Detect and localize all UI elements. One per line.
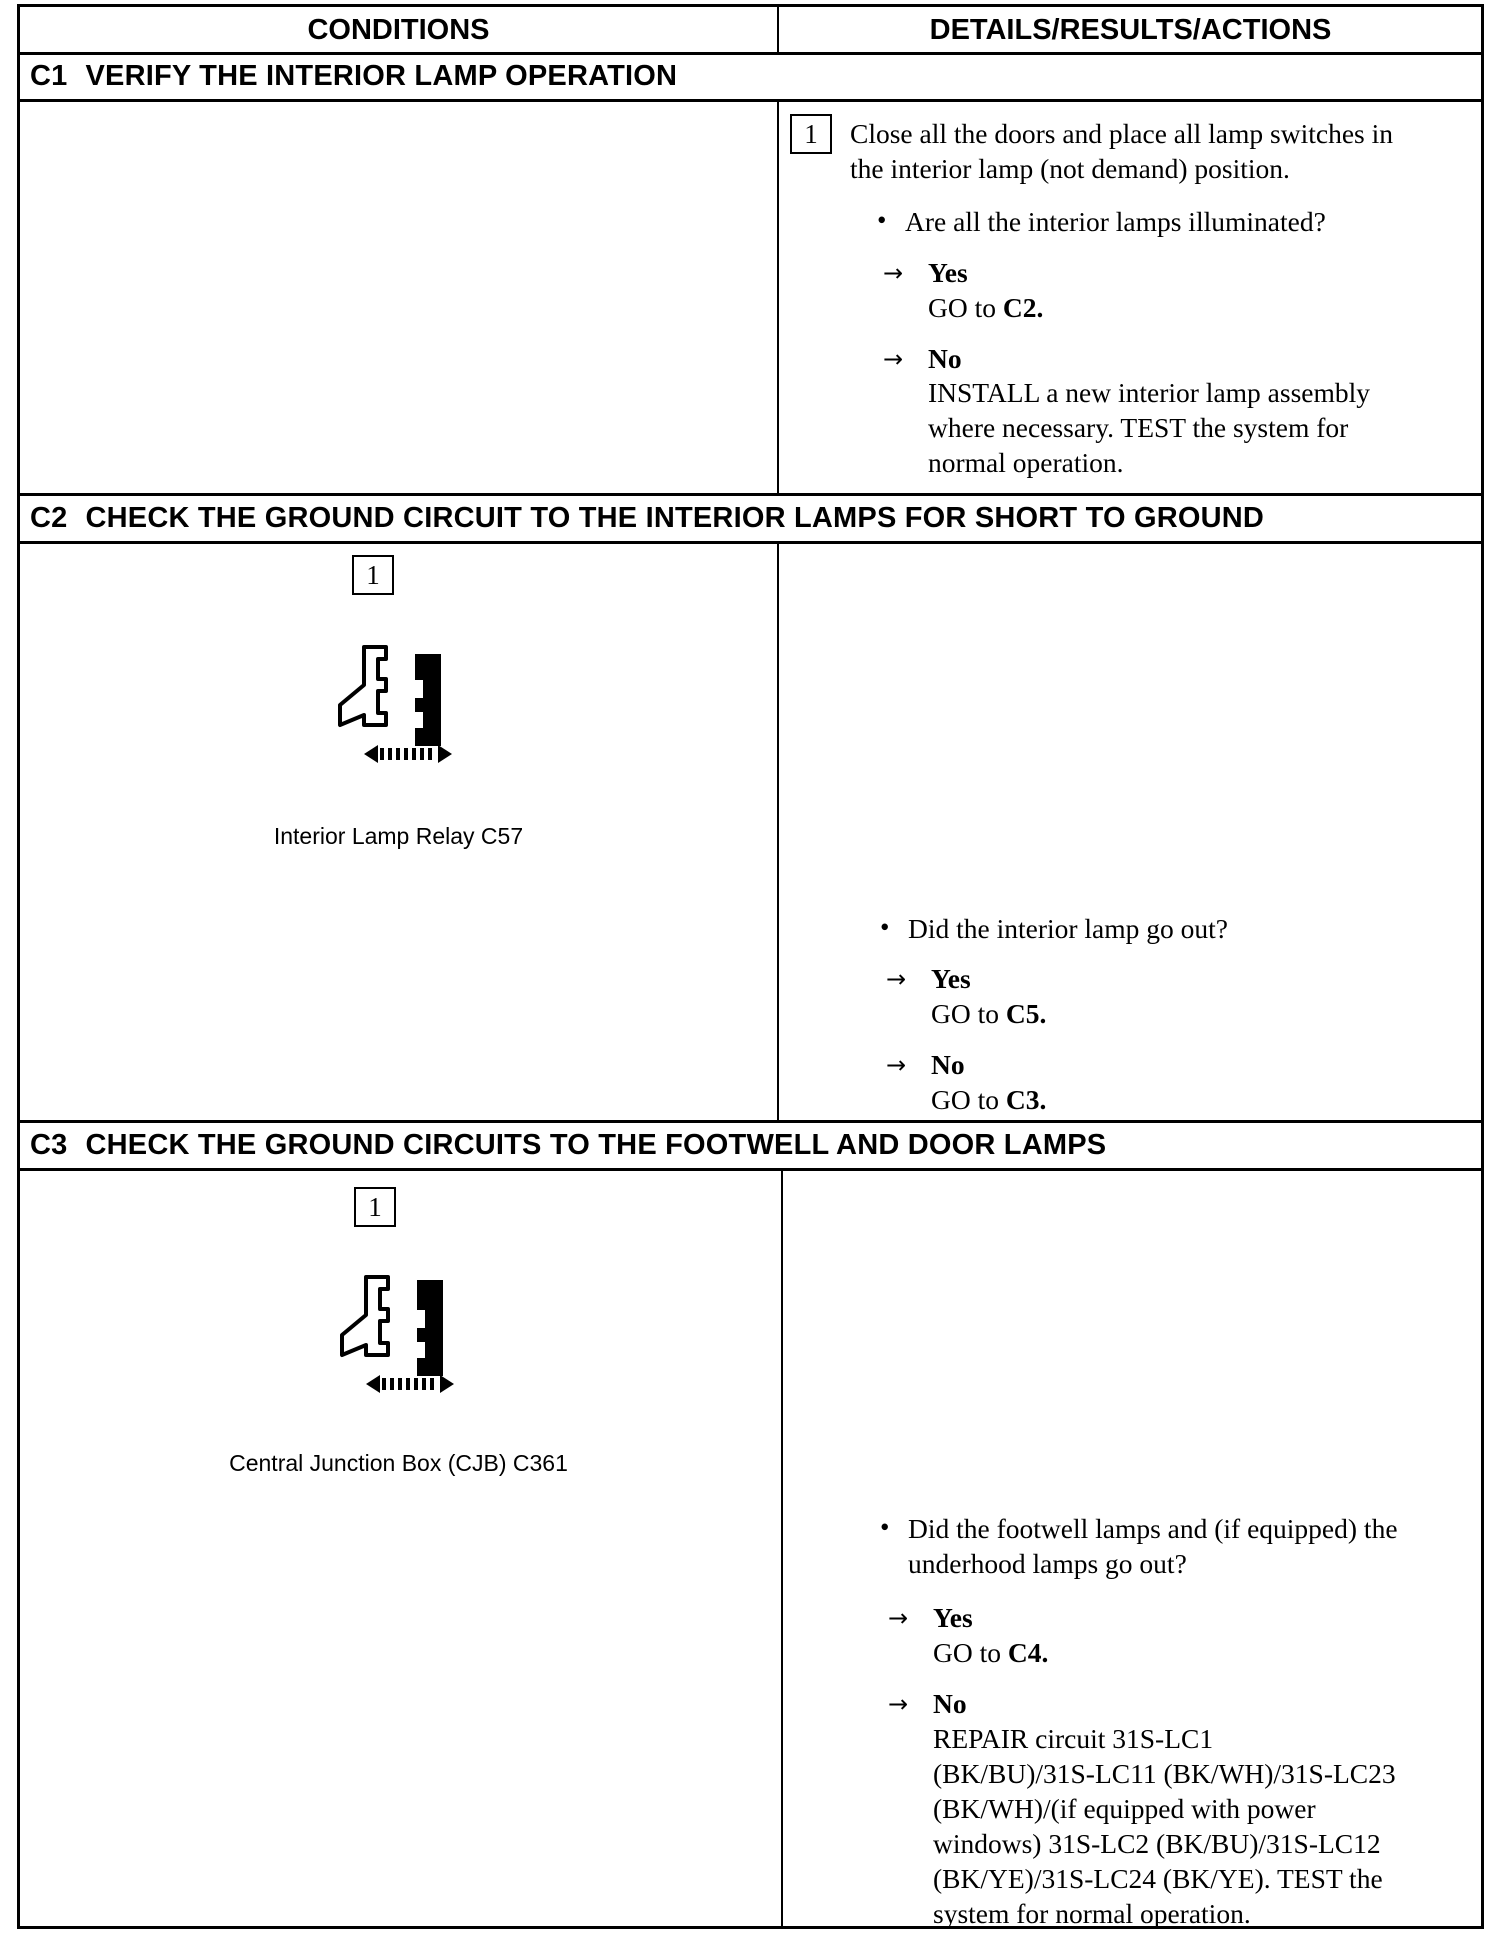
yes-action: GO to C5. — [931, 998, 1047, 1029]
step-number-box: 1 — [790, 114, 832, 154]
yes-action: GO to C4. — [933, 1637, 1049, 1668]
row-divider — [20, 1168, 1481, 1171]
no-action: REPAIR circuit 31S-LC1 (BK/BU)/31S-LC11 (BK/WH)/31S-LC23 (BK/WH)/(if equipped with power windows) 31S-LC2 (BK/BU)/31S-LC12 (BK/YE)/31S-LC24 (BK/YE). TEST the system for normal operation. — [933, 1723, 1396, 1929]
step-number-box: 1 — [352, 555, 394, 595]
right-arrow-icon: → — [886, 965, 907, 993]
row-divider — [20, 99, 1481, 102]
no-action: GO to C3. — [931, 1084, 1047, 1115]
column-divider — [777, 99, 779, 494]
column-divider — [777, 541, 779, 1121]
column-divider — [781, 1168, 783, 1928]
yes-action: GO to C2. — [928, 292, 1044, 323]
no-label: No — [928, 343, 962, 374]
step-number-box: 1 — [354, 1187, 396, 1227]
bullet-icon: • — [877, 205, 887, 235]
disconnect-connector-icon — [322, 629, 472, 769]
yes-label: Yes — [931, 963, 971, 994]
conditions-header: CONDITIONS — [307, 13, 490, 46]
no-action: INSTALL a new interior lamp assembly where necessary. TEST the system for normal operation. — [928, 377, 1371, 478]
details-header: DETAILS/RESULTS/ACTIONS — [929, 13, 1332, 46]
bullet-icon: • — [880, 912, 890, 942]
section-title-c1: C1 VERIFY THE INTERIOR LAMP OPERATION — [30, 59, 678, 92]
header-divider — [777, 7, 779, 53]
bullet-icon: • — [880, 1512, 890, 1542]
disconnect-connector-icon — [324, 1259, 474, 1399]
right-arrow-icon: → — [888, 1690, 909, 1718]
step-instruction: Close all the doors and place all lamp switches in the interior lamp (not demand) position. — [850, 118, 1393, 184]
question-text: Did the footwell lamps and (if equipped) the underhood lamps go out? — [908, 1513, 1398, 1579]
right-arrow-icon: → — [886, 1051, 907, 1079]
yes-label: Yes — [933, 1602, 973, 1633]
no-label: No — [933, 1688, 967, 1719]
row-divider — [20, 541, 1481, 544]
right-arrow-icon: → — [888, 1604, 909, 1632]
question-text: Did the interior lamp go out? — [908, 913, 1228, 944]
section-title-c3: C3 CHECK THE GROUND CIRCUITS TO THE FOOTWELL AND DOOR LAMPS — [30, 1128, 1107, 1161]
right-arrow-icon: → — [883, 259, 904, 287]
question-text: Are all the interior lamps illuminated? — [905, 206, 1326, 237]
no-label: No — [931, 1049, 965, 1080]
diagnostic-table — [17, 4, 1484, 1929]
connector-caption: Interior Lamp Relay C57 — [273, 823, 524, 849]
section-title-c2: C2 CHECK THE GROUND CIRCUIT TO THE INTERIOR LAMPS FOR SHORT TO GROUND — [30, 501, 1265, 534]
right-arrow-icon: → — [883, 345, 904, 373]
yes-label: Yes — [928, 257, 968, 288]
connector-caption: Central Junction Box (CJB) C361 — [229, 1450, 568, 1476]
